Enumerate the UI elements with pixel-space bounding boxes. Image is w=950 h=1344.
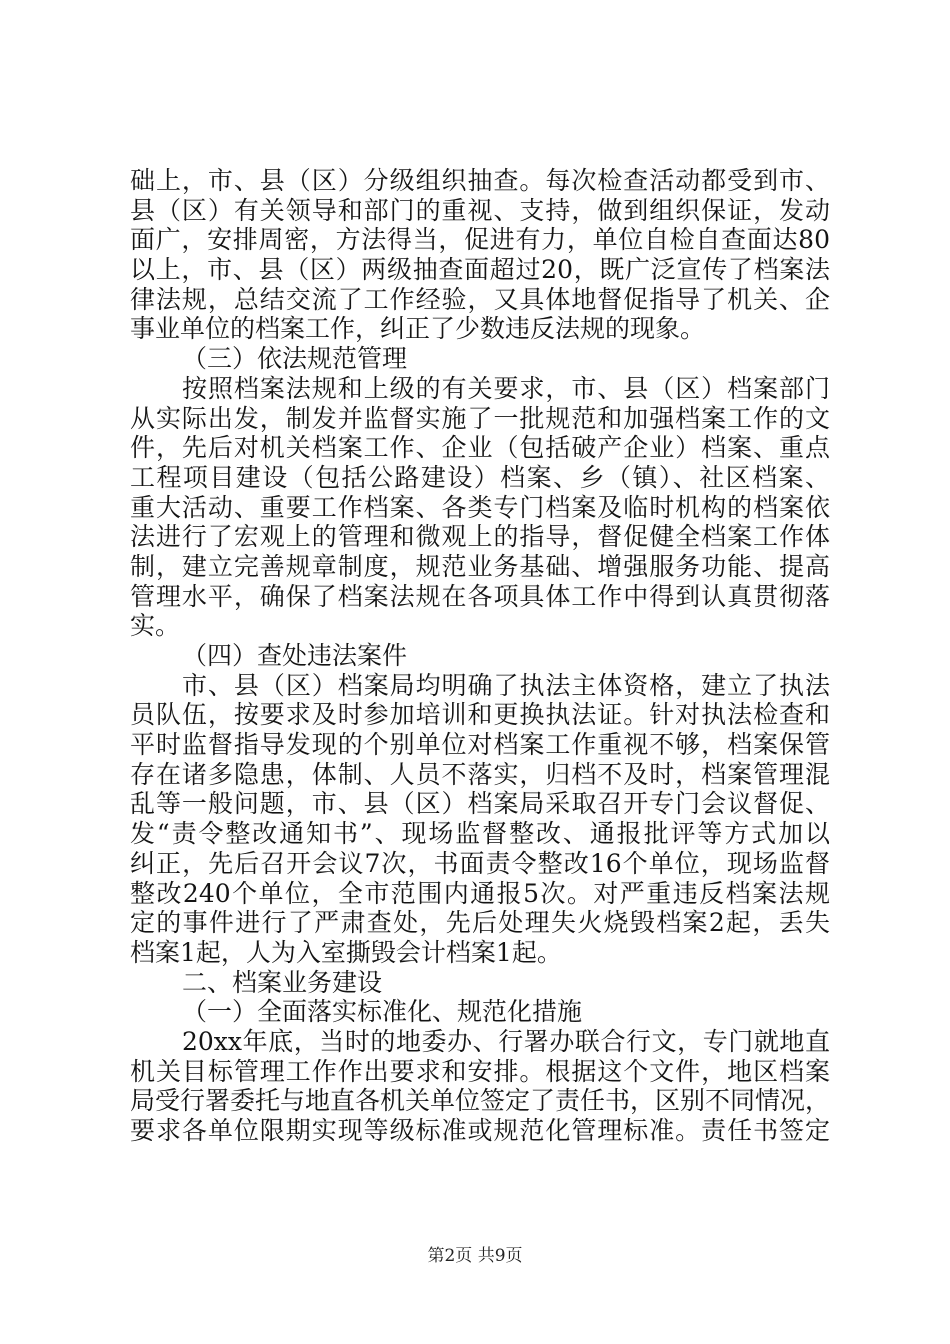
- paragraph-line: 件，先后对机关档案工作、企业（包括破产企业）档案、重点: [130, 433, 830, 463]
- paragraph-line: 乱等一般问题，市、县（区）档案局采取召开专门会议督促、: [130, 789, 830, 819]
- paragraph-line: 发“责令整改通知书”、现场监督整改、通报批评等方式加以: [130, 819, 830, 849]
- paragraph-line: 存在诸多隐患，体制、人员不落实，归档不及时，档案管理混: [130, 759, 830, 789]
- paragraph-line: 按照档案法规和上级的有关要求，市、县（区）档案部门: [182, 373, 830, 403]
- paragraph-line: 础上，市、县（区）分级组织抽查。每次检查活动都受到市、: [130, 166, 830, 195]
- section-heading: 二、档案业务建设: [182, 967, 383, 997]
- paragraph-line: 要求各单位限期实现等级标准或规范化管理标准。责任书签定: [130, 1116, 830, 1145]
- paragraph-line: 县（区）有关领导和部门的重视、支持，做到组织保证，发动: [130, 195, 830, 225]
- document-body: [130, 166, 830, 1146]
- paragraph-line: 事业单位的档案工作，纠正了少数违反法规的现象。: [130, 314, 706, 344]
- section-heading: （一）全面落实标准化、规范化措施: [182, 997, 583, 1027]
- paragraph-line: 档案1起，人为入室撕毁会计档案1起。: [130, 937, 562, 967]
- paragraph-line: 工程项目建设（包括公路建设）档案、乡（镇）、社区档案、: [130, 462, 830, 492]
- page-footer: 第2页 共9页: [427, 1246, 523, 1266]
- section-heading: （四）查处违法案件: [182, 641, 408, 670]
- paragraph-line: 以上，市、县（区）两级抽查面超过20，既广泛宣传了档案法: [130, 255, 830, 285]
- paragraph-line: 律法规，总结交流了工作经验，又具体地督促指导了机关、企: [130, 284, 830, 314]
- paragraph-line: 管理水平，确保了档案法规在各项具体工作中得到认真贯彻落: [130, 581, 830, 611]
- paragraph-line: 市、县（区）档案局均明确了执法主体资格，建立了执法: [182, 670, 830, 700]
- paragraph-line: 实。: [130, 611, 181, 641]
- paragraph-line: 制，建立完善规章制度，规范业务基础、增强服务功能、提高: [130, 551, 830, 581]
- paragraph-line: 平时监督指导发现的个别单位对档案工作重视不够，档案保管: [130, 730, 830, 760]
- paragraph-line: 面广，安排周密，方法得当，促进有力，单位自检自查面达80: [130, 225, 830, 255]
- paragraph-line: 20xx年底，当时的地委办、行署办联合行文，专门就地直: [182, 1026, 830, 1056]
- section-heading: （三）依法规范管理: [182, 344, 408, 374]
- paragraph-line: 纠正，先后召开会议7次，书面责令整改16个单位，现场监督: [130, 848, 830, 878]
- paragraph-line: 重大活动、重要工作档案、各类专门档案及临时机构的档案依: [130, 492, 830, 522]
- paragraph-line: 定的事件进行了严肃查处，先后处理失火烧毁档案2起，丢失: [130, 908, 830, 938]
- paragraph-line: 从实际出发，制发并监督实施了一批规范和加强档案工作的文: [130, 403, 830, 433]
- paragraph-line: 机关目标管理工作作出要求和安排。根据这个文件，地区档案: [130, 1056, 830, 1086]
- paragraph-line: 员队伍，按要求及时参加培训和更换执法证。针对执法检查和: [130, 700, 830, 730]
- paragraph-line: 法进行了宏观上的管理和微观上的指导，督促健全档案工作体: [130, 522, 830, 552]
- paragraph-line: 局受行署委托与地直各机关单位签定了责任书，区别不同情况，: [130, 1086, 830, 1116]
- paragraph-line: 整改240个单位，全市范围内通报5次。对严重违反档案法规: [130, 878, 830, 908]
